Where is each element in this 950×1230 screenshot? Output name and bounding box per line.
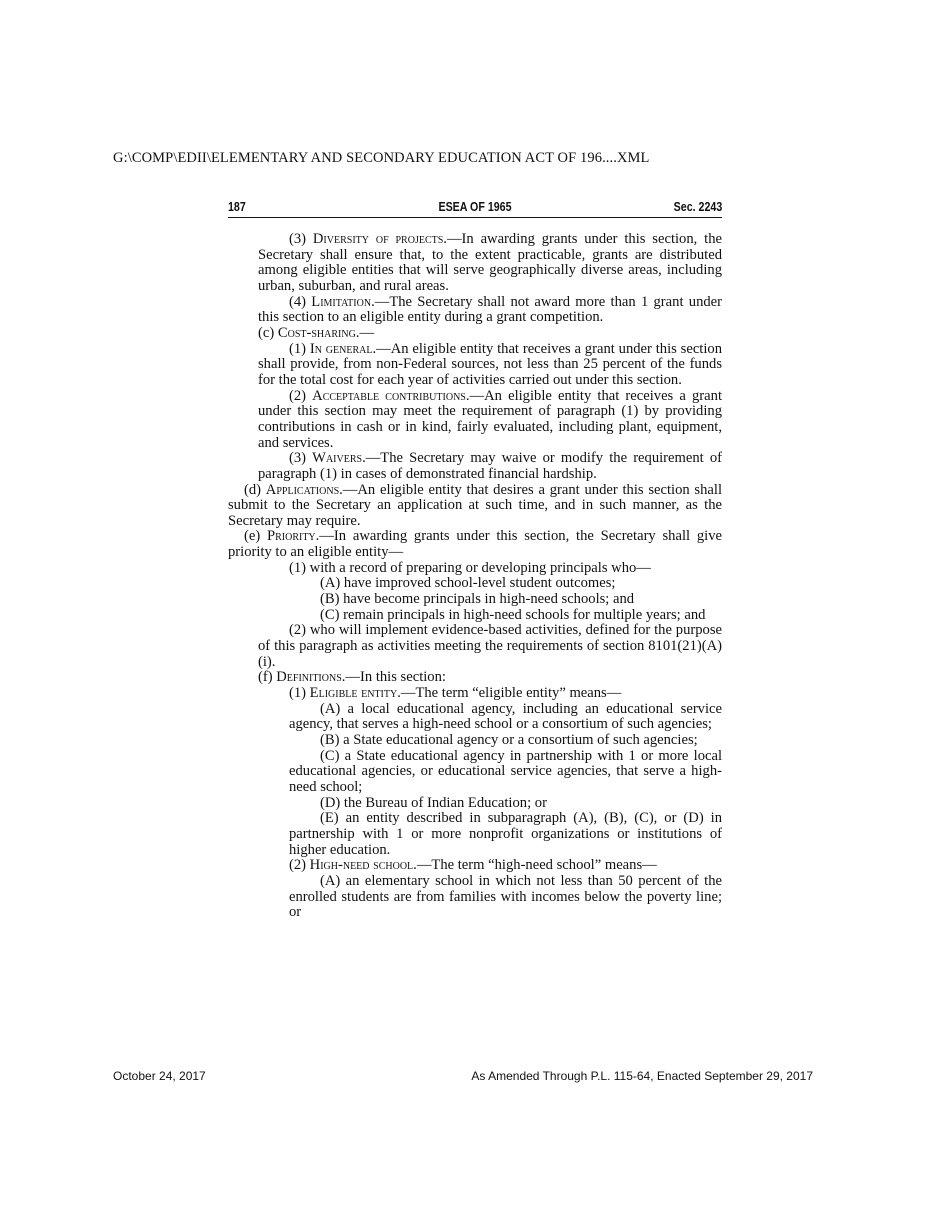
paragraph-entity-c: (C) a State educational agency in partnership with 1 or more local educational agencies, or educational service agencies, that serve a high-need school; bbox=[289, 747, 722, 795]
paragraph-definitions: (f) Definitions.—In this section: bbox=[258, 669, 446, 686]
paragraph-priority-1a: (A) have improved school-level student outcomes; bbox=[320, 575, 616, 592]
paragraph-entity-a: (A) a local educational agency, including an educational service agency, that serves a high-need school or a consortium of such agencies; bbox=[289, 700, 722, 733]
document-body bbox=[228, 232, 722, 921]
paragraph-applications: (d) Applications.—An eligible entity that desires a grant under this section shall submit to the Secretary an application at such time, and in such manner, as the Secretary may require. bbox=[228, 481, 722, 529]
paragraph-priority: (e) Priority.—In awarding grants under this section, the Secretary shall give priority to an eligible entity— bbox=[228, 528, 722, 561]
paragraph-priority-1c: (C) remain principals in high-need schools for multiple years; and bbox=[320, 606, 706, 623]
footer-date: October 24, 2017 bbox=[113, 1069, 206, 1083]
paragraph-eligible-entity: (1) Eligible entity.—The term “eligible entity” means— bbox=[289, 685, 622, 702]
page-header bbox=[228, 197, 722, 218]
paragraph-entity-d: (D) the Bureau of Indian Education; or bbox=[320, 794, 547, 811]
paragraph-priority-1b: (B) have become principals in high-need schools; and bbox=[320, 591, 635, 608]
paragraph-priority-1: (1) with a record of preparing or developing principals who— bbox=[289, 559, 651, 576]
file-path: G:\COMP\EDII\ELEMENTARY AND SECONDARY EDUCATION ACT OF 196....XML bbox=[113, 150, 650, 166]
paragraph-diversity: (3) Diversity of projects.—In awarding grants under this section, the Secretary shall ensure that, to the extent practicable, grants are distributed among eligible entities that will serve geographically diverse areas, including urban, suburban, and rural areas. bbox=[258, 231, 722, 294]
paragraph-in-general: (1) In general.—An eligible entity that receives a grant under this section shall provide, from non-Federal sources, not less than 25 percent of the funds for the total cost for each year of activities carried out under this section. bbox=[258, 340, 722, 388]
section-number: Sec. 2243 bbox=[673, 199, 722, 214]
running-title: ESEA OF 1965 bbox=[438, 199, 512, 214]
paragraph-limitation: (4) Limitation.—The Secretary shall not award more than 1 grant under this section to an eligible entity during a grant competition. bbox=[258, 293, 722, 326]
paragraph-high-need-school: (2) High-need school.—The term “high-need school” means— bbox=[289, 857, 657, 874]
paragraph-acceptable-contributions: (2) Acceptable contributions.—An eligible entity that receives a grant under this section may meet the requirement of paragraph (1) by providing contributions in cash or in kind, fairly evaluated, including plant, equipment, and services. bbox=[258, 387, 723, 451]
paragraph-entity-b: (B) a State educational agency or a consortium of such agencies; bbox=[320, 732, 698, 748]
paragraph-high-need-a: (A) an elementary school in which not less than 50 percent of the enrolled students are from families with incomes below the poverty line; or bbox=[289, 872, 722, 921]
paragraph-waivers: (3) Waivers.—The Secretary may waive or modify the requirement of paragraph (1) in cases of demonstrated financial hardship. bbox=[258, 450, 722, 482]
paragraph-entity-e: (E) an entity described in subparagraph (A), (B), (C), or (D) in partnership with 1 or more nonprofit organizations or institutions of higher education. bbox=[289, 810, 722, 858]
paragraph-cost-sharing: (c) Cost-sharing.— bbox=[258, 324, 375, 341]
paragraph-priority-2: (2) who will implement evidence-based activities, defined for the purpose of this paragraph as activities meeting the requirements of section 8101(21)(A)(i). bbox=[258, 622, 722, 670]
footer-amended: As Amended Through P.L. 115-64, Enacted September 29, 2017 bbox=[471, 1069, 813, 1083]
page-number: 187 bbox=[228, 199, 246, 214]
